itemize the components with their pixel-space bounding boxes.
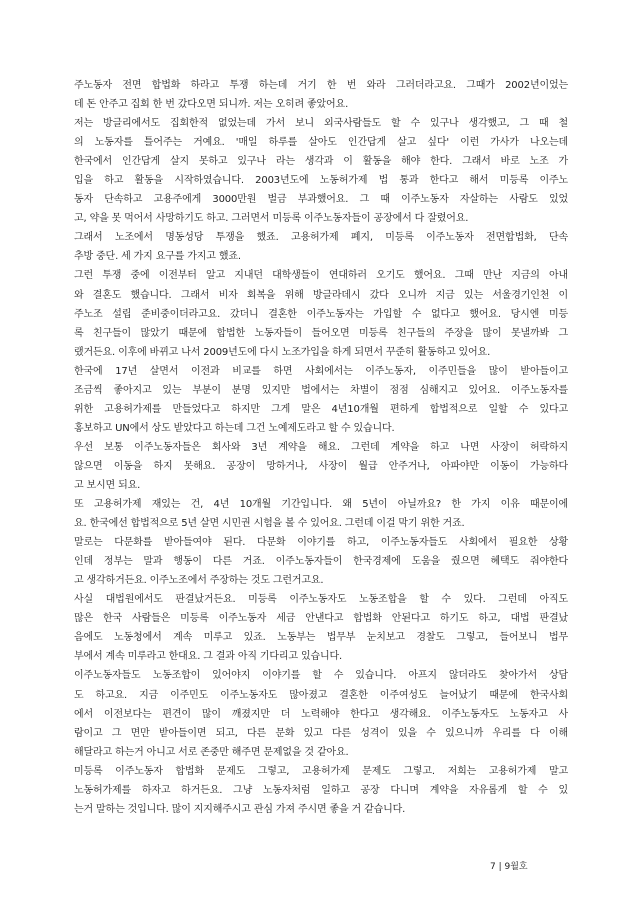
text-line: 그래서 노조에서 명동성당 투쟁을 했죠. 고용허가제 폐지, 미등록 이주노동자 전면합법화, 단속 <box>74 232 568 244</box>
text-line: 는거 말하는 것입니다. 많이 지지해주시고 관심 가져 주시면 좋을 거 같습니다. <box>74 803 406 815</box>
text-line: 람이고 그 면만 받아들이면 되고, 다른 문화 있고 다른 성격이 있을 수 있으니까 우리를 다 이해 <box>74 727 568 739</box>
text-line: 이주노동자들도 노동조합이 있어야지 이야기를 할 수 있습니다. 아프지 않더라도 찾아가서 상담 <box>74 670 568 682</box>
text-line: 에서 이전보다는 편견이 많이 깨졌지만 더 노력해야 한다고 생각해요. 이주노동자도 노동자고 사 <box>74 708 568 720</box>
text-line: 입을 하고 활동을 시작하였습니다. 2003년도에 노동허가제 법 통과 한다고 해서 미등록 이주노 <box>74 175 568 187</box>
text-line: 한국에서 인간답게 살지 못하고 있구나 라는 생각과 이 활동을 해야 한다. 그래서 바로 노조 가 <box>74 156 568 168</box>
text-line: 해달라고 하는거 아니고 서로 존중만 해주면 문제없을 것 같아요. <box>74 746 349 758</box>
text-line: 말로는 다문화를 받아들여야 된다. 다문화 이야기를 하고, 이주노동자들도 사회에서 필요한 상황 <box>74 537 568 549</box>
text-line: 요. 한국에선 합법적으로 5년 살면 시민권 시험을 볼 수 있어요. 그런데 이걸 막기 위한 거죠. <box>74 518 465 530</box>
text-line: 고 보시면 되요. <box>74 479 141 491</box>
text-line: 부에서 계속 미루라고 한대요. 그 결과 아직 기다리고 있습니다. <box>74 651 343 663</box>
text-line: 의 노동자를 틀어주는 거예요. '매일 하루를 살아도 인간답게 살고 싶다' 이런 가사가 나오는데 <box>74 137 568 149</box>
paragraph <box>74 666 568 761</box>
text-line: 또 고용허가제 재있는 건, 4년 10개월 기간입니다. 왜 5년이 아닐까요? 한 가지 이유 때문이에 <box>74 499 568 511</box>
paragraph <box>74 533 568 590</box>
paragraph <box>74 762 568 819</box>
text-line: 인데 정부는 말과 행동이 다른 거죠. 이주노동자들이 한국경제에 도움을 줬으면 혜택도 줘야한다 <box>74 556 568 568</box>
text-line: 저는 방글리에서도 집회한적 없었는데 가서 보니 외국사람들도 할 수 있구나 생각했고, 그 때 철 <box>74 118 568 130</box>
text-line: 음에도 노동청에서 계속 미루고 있죠. 노동부는 법무부 눈치보고 경찰도 그렇고, 들어보니 법무 <box>74 632 568 644</box>
text-line: 추방 중단. 세 가지 요구를 가지고 했죠. <box>74 251 241 263</box>
text-line: 위한 고용허가제를 만들었다고 하지만 그게 말은 4년10개월 편하게 합법적으로 일할 수 있다고 <box>74 403 568 415</box>
paragraph <box>74 76 568 114</box>
text-line: 미등록 이주노동자 합법화 문제도 그렇고, 고용허가제 문제도 그렇고. 저희는 고용허가제 말고 <box>74 765 568 777</box>
paragraph <box>74 438 568 495</box>
text-line: 노동허가제를 하자고 하거든요. 그냥 노동자처럼 일하고 공장 다니며 계약을 자유롭게 할 수 있 <box>74 784 568 796</box>
text-line: 그런 투쟁 중에 이전부터 알고 지내던 대학생들이 연대하러 오기도 했어요. 그때 만난 지금의 아내 <box>74 270 568 282</box>
paragraph <box>74 228 568 266</box>
text-line: 랬거든요. 이후에 바뀌고 나서 2009년도에 다시 노조가입을 하게 되면서 꾸준히 활동하고 있어요. <box>74 346 491 358</box>
text-line: 동자 단속하고 고용주에게 3000만원 벌금 부과했어요. 그 때 이주노동자 자살하는 사람도 있었 <box>74 194 568 206</box>
paragraph <box>74 266 568 361</box>
text-line: 우선 보통 이주노동자들은 회사와 3년 계약을 해요. 그런데 계약을 하고 나면 사장이 허락하지 <box>74 441 568 453</box>
text-line: 많은 한국 사람들은 미등록 이주노동자 세금 안낸다고 합법화 안된다고 하기도 하고, 대법 판결났 <box>74 613 568 625</box>
text-line: 데 돈 안주고 집회 한 번 갔다오면 되니까. 저는 오히려 좋았어요. <box>74 99 349 111</box>
text-line: 와 결혼도 했습니다. 그래서 비자 회복을 위해 방글라데시 갔다 오니까 지금 있는 서울경기인천 이 <box>74 289 568 301</box>
text-line: 않으면 이동을 하지 못해요. 공장이 망하거나, 사장이 월급 안주거나, 아파야만 이동이 가능하다 <box>74 460 568 472</box>
text-line: 한국에 17년 살면서 이전과 비교를 하면 사회에서는 이주노동자, 이주민들을 많이 받아들이고 <box>74 365 568 377</box>
text-line: 사실 대법원에서도 판결났거든요. 미등록 이주노동자도 노동조합을 할 수 있다. 그런데 아직도 <box>74 594 568 606</box>
paragraph <box>74 590 568 666</box>
text-line: 도 하고요. 지금 이주민도 이주노동자도 많아졌고 결혼한 이주여성도 늘어났기 때문에 한국사회 <box>74 689 568 701</box>
text-line: 홍보하고 UN에서 상도 받았다고 하는데 그건 노예제도라고 할 수 있습니다. <box>74 422 395 434</box>
paragraph <box>74 114 568 228</box>
text-line: 조금씩 좋아지고 있는 부분이 분명 있지만 법에서는 차별이 점점 심해지고 있어요. 이주노동자를 <box>74 384 568 396</box>
text-line: 주노조 설립 준비중이더라고요. 갔더니 결혼한 이주노동자는 가입할 수 없다고 했어요. 당시엔 미등 <box>74 308 568 320</box>
page-footer: 7 | 9월호 <box>490 862 528 872</box>
article-body <box>74 76 568 819</box>
text-line: 고 생각하거든요. 이주노조에서 주장하는 것도 그런거고요. <box>74 575 324 587</box>
paragraph <box>74 495 568 533</box>
text-line: 고, 약을 못 먹어서 사망하기도 하고. 그러면서 미등록 이주노동자들이 공장에서 다 잘렸어요. <box>74 213 469 225</box>
text-line: 주노동자 전면 합법화 하라고 투쟁 하는데 거기 한 번 와라 그러더라고요. 그때가 2002년이었는 <box>74 80 568 91</box>
paragraph <box>74 362 568 438</box>
text-line: 록 친구들이 많았기 때문에 합법한 노동자들이 들어오면 미등록 친구들의 주장을 많이 못낼까봐 그 <box>74 327 568 339</box>
